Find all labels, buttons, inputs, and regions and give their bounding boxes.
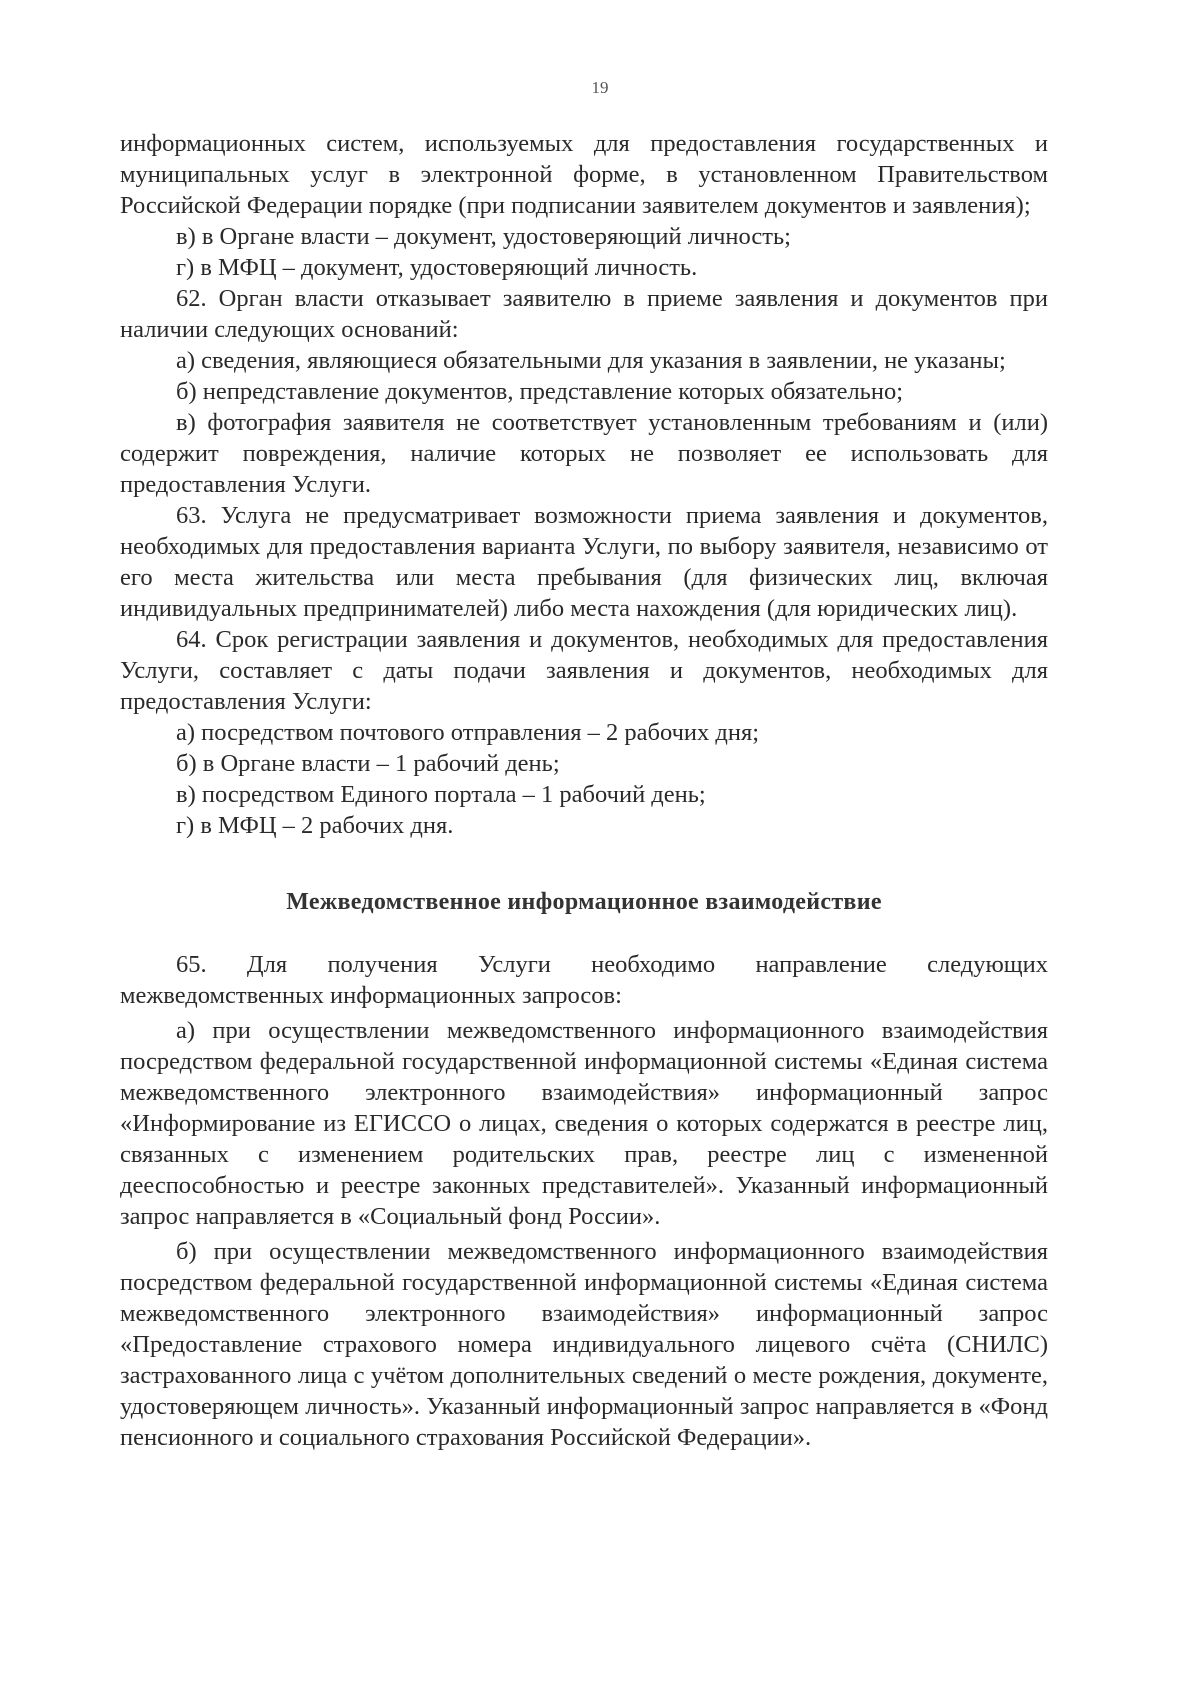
page-number: 19 <box>591 78 609 97</box>
list-item-v-organ: в) в Органе власти – документ, удостоверяющий личность; <box>176 223 791 250</box>
list-item-65-a: а) при осуществлении межведомственного информационного взаимодействия посредством федеральной государственной информационной системы «Единая система межведомственного электронного взаимодействия» информационный запрос «Информирование из ЕГИССО о лицах, сведения о которых содержатся в реестре лиц, связанных с изменением родительских прав, реестре лиц с измененной дееспособностью и реестре законных представителей». Указанный информационный запрос направляется в «Социальный фонд России». <box>120 1017 1048 1230</box>
paragraph-65: 65. Для получения Услуги необходимо направление следующих межведомственных информационных запросов: <box>120 951 1048 1009</box>
list-item-65-b: б) при осуществлении межведомственного информационного взаимодействия посредством федеральной государственной информационной системы «Единая система межведомственного электронного взаимодействия» информационный запрос «Предоставление страхового номера индивидуального лицевого счёта (СНИЛС) застрахованного лица с учётом дополнительных сведений о месте рождения, документе, удостоверяющем личность». Указанный информационный запрос направляется в «Фонд пенсионного и социального страхования Российской Федерации». <box>120 1238 1048 1451</box>
paragraph-64: 64. Срок регистрации заявления и документов, необходимых для предоставления Услуги, составляет с даты подачи заявления и документов, необходимых для предоставления Услуги: <box>120 626 1048 715</box>
paragraph-63: 63. Услуга не предусматривает возможности приема заявления и документов, необходимых для предоставления варианта Услуги, по выбору заявителя, независимо от его места жительства или места пребывания (для физических лиц, включая индивидуальных предпринимателей) либо места нахождения (для юридических лиц). <box>120 502 1048 622</box>
list-item-64-b: б) в Органе власти – 1 рабочий день; <box>176 750 560 777</box>
paragraph-62: 62. Орган власти отказывает заявителю в приеме заявления и документов при наличии следующих оснований: <box>120 285 1048 343</box>
list-item-62-v: в) фотография заявителя не соответствует установленным требованиям и (или) содержит повреждения, наличие которых не позволяет ее использовать для предоставления Услуги. <box>120 409 1048 498</box>
paragraph-continuation: информационных систем, используемых для предоставления государственных и муниципальных услуг в электронной форме, в установленном Правительством Российской Федерации порядке (при подписании заявителем документов и заявления); <box>120 130 1048 219</box>
list-item-64-a: а) посредством почтового отправления – 2 рабочих дня; <box>176 719 760 746</box>
section-heading: Межведомственное информационное взаимодействие <box>286 889 882 915</box>
document-body <box>120 128 1048 1453</box>
list-item-62-a: а) сведения, являющиеся обязательными для указания в заявлении, не указаны; <box>176 347 1006 374</box>
list-item-64-g: г) в МФЦ – 2 рабочих дня. <box>176 812 454 839</box>
list-item-62-b: б) непредставление документов, представление которых обязательно; <box>176 378 904 405</box>
list-item-64-v: в) посредством Единого портала – 1 рабочий день; <box>176 781 706 808</box>
list-item-g-mfc: г) в МФЦ – документ, удостоверяющий личность. <box>176 254 698 281</box>
